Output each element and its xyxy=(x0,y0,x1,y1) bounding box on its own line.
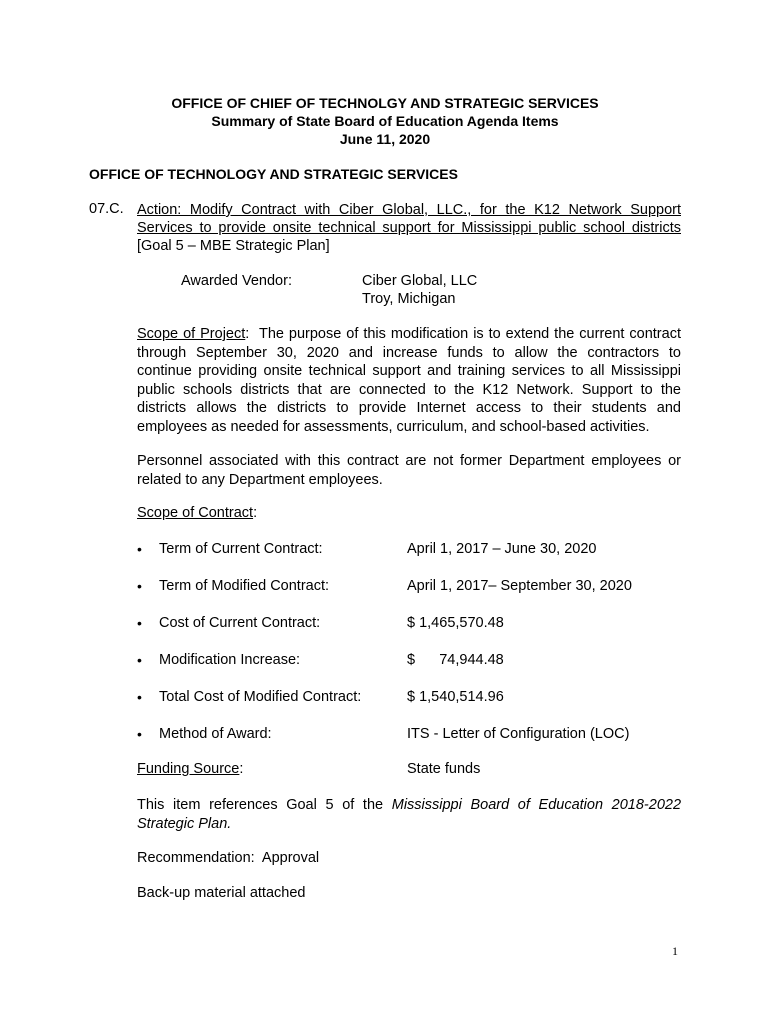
action-line-2: Services to provide onsite technical support for Mississippi public school districts xyxy=(137,220,681,236)
personnel-line: Personnel associated with this contract are not former Department employees or xyxy=(137,453,681,469)
header-office-title: OFFICE OF CHIEF OF TECHNOLGY AND STRATEGIC SERVICES xyxy=(171,95,599,111)
contract-row-label: Method of Award: xyxy=(159,726,272,742)
scope-project-line xyxy=(137,325,681,344)
bullet-icon: • xyxy=(137,541,142,557)
personnel-line: related to any Department employees. xyxy=(137,471,383,488)
item-number: 07.C. xyxy=(89,201,124,217)
contract-row-total-cost xyxy=(0,689,770,709)
contract-row-value: $ 1,465,570.48 xyxy=(407,615,504,631)
page-number: 1 xyxy=(672,944,678,958)
scope-contract-label: Scope of Contract xyxy=(137,505,254,521)
funding-label-text: Funding Source xyxy=(137,761,240,777)
header-date: June 11, 2020 xyxy=(339,131,431,147)
funding-source-value: State funds xyxy=(407,761,481,777)
bullet-icon: • xyxy=(137,578,142,594)
bullet-icon: • xyxy=(137,726,142,742)
vendor-label: Awarded Vendor: xyxy=(181,273,292,289)
goal-reference-paragraph xyxy=(137,796,681,833)
scope-of-project-paragraph xyxy=(137,325,681,436)
header-summary-title: Summary of State Board of Education Agenda Items xyxy=(211,113,559,129)
contract-row-label: Cost of Current Contract: xyxy=(159,615,321,631)
scope-project-colon: : xyxy=(245,326,250,342)
contract-row-label: Total Cost of Modified Contract: xyxy=(159,689,362,705)
backup-material: Back-up material attached xyxy=(137,885,306,901)
goal-ref-line xyxy=(137,796,681,815)
scope-project-line: through September 30, 2020 and increase funds to allow the contractors to xyxy=(137,344,681,361)
contract-row-label: Term of Current Contract: xyxy=(159,541,323,557)
contract-row-current-term xyxy=(0,541,770,561)
scope-project-line: districts allows the districts to provide Internet access to their students and xyxy=(137,400,681,416)
vendor-name: Ciber Global, LLC xyxy=(362,273,478,289)
contract-row-method-of-award xyxy=(0,726,770,746)
bullet-icon: • xyxy=(137,652,142,668)
funding-colon: : xyxy=(239,761,244,777)
section-title: OFFICE OF TECHNOLOGY AND STRATEGIC SERVICES xyxy=(89,166,458,182)
goal-ref-line-2: Strategic Plan. xyxy=(137,815,232,832)
contract-row-modified-term xyxy=(0,578,770,598)
scope-contract-colon: : xyxy=(253,505,258,521)
scope-project-line: employees as needed for assessments, curriculum, and school-based activities. xyxy=(137,418,650,435)
contract-row-value: April 1, 2017 – June 30, 2020 xyxy=(407,541,597,557)
scope-project-line: continue providing onsite technical support and training services to all Mississippi xyxy=(137,363,681,379)
goal-ref-prefix: This item references Goal 5 of the xyxy=(137,797,392,813)
personnel-paragraph xyxy=(137,452,681,489)
contract-row-current-cost xyxy=(0,615,770,635)
contract-row-value: April 1, 2017– September 30, 2020 xyxy=(407,578,632,594)
scope-project-line: public schools districts that are connected to the K12 Network. Support to the xyxy=(137,381,681,398)
funding-source-label xyxy=(137,761,243,777)
scope-project-text: The purpose of this modification is to extend the current contract xyxy=(249,326,681,342)
bullet-icon: • xyxy=(137,689,142,705)
action-line-1: Action: Modify Contract with Ciber Global, LLC., for the K12 Network Support xyxy=(137,202,681,218)
goal-line: [Goal 5 – MBE Strategic Plan] xyxy=(137,238,330,254)
contract-row-value: ITS - Letter of Configuration (LOC) xyxy=(407,726,630,742)
contract-row-value: $ 1,540,514.96 xyxy=(407,689,504,705)
contract-row-value: $ 74,944.48 xyxy=(407,652,504,668)
bullet-icon: • xyxy=(137,615,142,631)
recommendation: Recommendation: Approval xyxy=(137,850,320,866)
scope-project-label: Scope of Project xyxy=(137,326,246,342)
vendor-city: Troy, Michigan xyxy=(362,291,456,307)
contract-row-label: Term of Modified Contract: xyxy=(159,578,330,594)
contract-row-label: Modification Increase: xyxy=(159,652,301,668)
goal-ref-plan-name: Mississippi Board of Education 2018-2022 xyxy=(391,797,682,813)
contract-row-modification-increase xyxy=(0,652,770,672)
scope-of-contract-heading xyxy=(137,505,257,521)
